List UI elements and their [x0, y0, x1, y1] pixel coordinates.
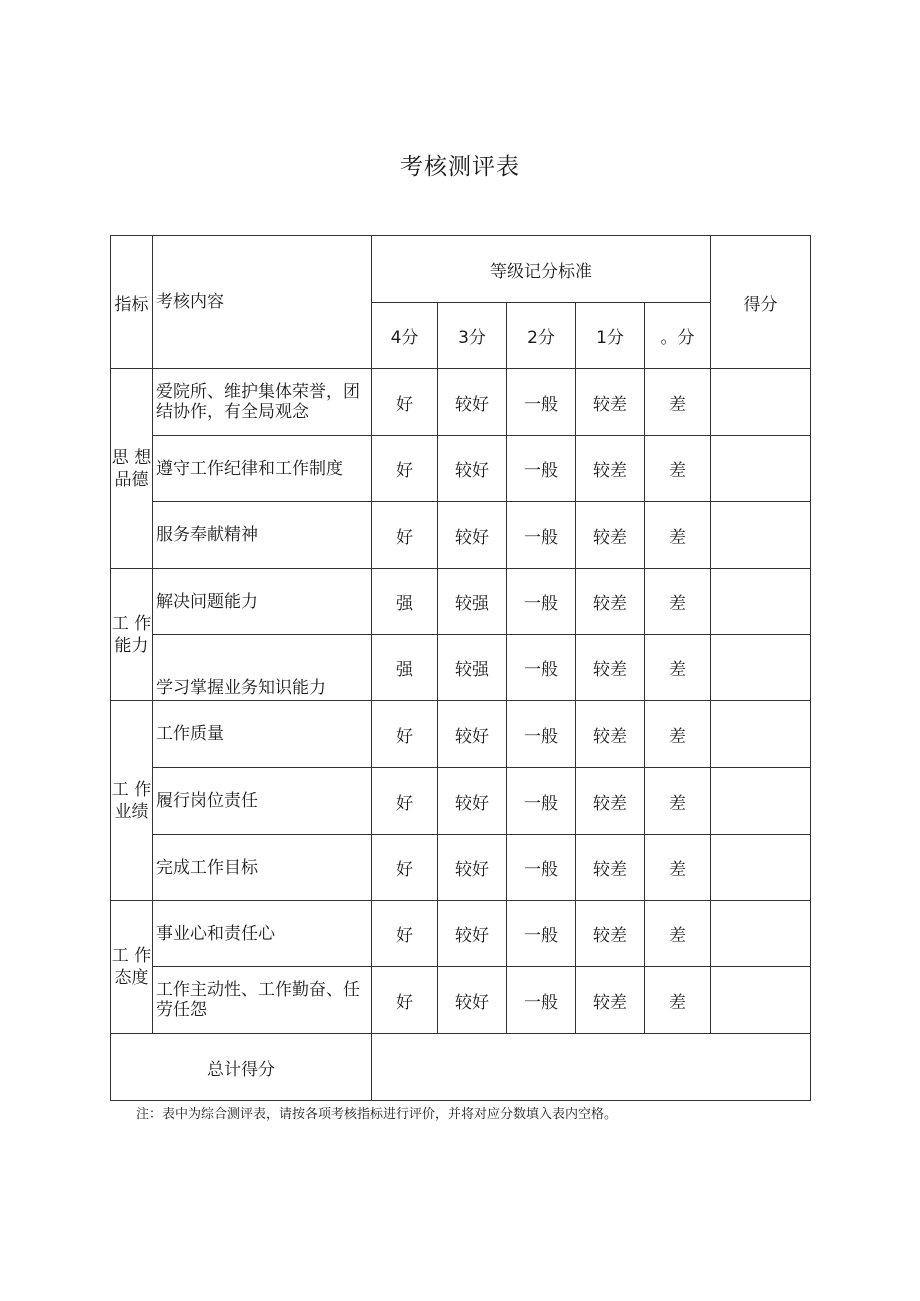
grade-cell: 差 — [645, 835, 711, 901]
table-row — [111, 967, 811, 1034]
table-row — [111, 901, 811, 967]
grade-cell: 好 — [372, 436, 438, 502]
table-row — [111, 701, 811, 768]
grade-cell: 较差 — [576, 901, 645, 967]
indicator-ability: 工 作 能力 — [111, 569, 153, 701]
indicator-attitude: 工 作 态度 — [111, 901, 153, 1034]
grade-cell: 较强 — [438, 569, 507, 635]
grade-cell: 好 — [372, 768, 438, 835]
table-row — [111, 768, 811, 835]
grade-cell: 一般 — [507, 901, 576, 967]
score-cell[interactable] — [711, 436, 811, 502]
level-3: 3分 — [438, 303, 507, 369]
grade-cell: 一般 — [507, 369, 576, 436]
footnote: 注：表中为综合测评表，请按各项考核指标进行评价，并将对应分数填入表内空格。 — [136, 1107, 618, 1122]
grade-cell: 较差 — [576, 701, 645, 768]
indicator-performance: 工 作 业绩 — [111, 701, 153, 901]
table-row — [111, 369, 811, 436]
grade-cell: 一般 — [507, 835, 576, 901]
content-cell: 服务奉献精神 — [153, 502, 372, 569]
score-cell[interactable] — [711, 569, 811, 635]
grade-cell: 一般 — [507, 569, 576, 635]
grade-cell: 较差 — [576, 635, 645, 701]
table-row — [111, 569, 811, 635]
grade-cell: 一般 — [507, 701, 576, 768]
score-cell[interactable] — [711, 967, 811, 1034]
score-cell[interactable] — [711, 635, 811, 701]
content-cell: 事业心和责任心 — [153, 901, 372, 967]
grade-cell: 好 — [372, 502, 438, 569]
grade-cell: 较好 — [438, 967, 507, 1034]
indicator-ideology: 思 想 品德 — [111, 369, 153, 569]
grade-cell: 差 — [645, 369, 711, 436]
grade-cell: 较好 — [438, 369, 507, 436]
score-cell[interactable] — [711, 701, 811, 768]
grade-cell: 好 — [372, 701, 438, 768]
score-cell[interactable] — [711, 901, 811, 967]
grade-cell: 差 — [645, 701, 711, 768]
level-2: 2分 — [507, 303, 576, 369]
content-cell: 工作质量 — [153, 701, 372, 768]
grade-cell: 较好 — [438, 835, 507, 901]
grade-cell: 差 — [645, 569, 711, 635]
page-title: 考核测评表 — [400, 154, 520, 180]
grade-cell: 差 — [645, 635, 711, 701]
content-cell: 爱院所、维护集体荣誉，团结协作，有全局观念 — [153, 369, 372, 436]
grade-cell: 强 — [372, 635, 438, 701]
grade-cell: 一般 — [507, 436, 576, 502]
grade-cell: 差 — [645, 436, 711, 502]
header-content: 考核内容 — [153, 236, 372, 369]
grade-cell: 较差 — [576, 369, 645, 436]
grade-cell: 较差 — [576, 569, 645, 635]
content-cell: 遵守工作纪律和工作制度 — [153, 436, 372, 502]
score-cell[interactable] — [711, 835, 811, 901]
grade-cell: 较好 — [438, 768, 507, 835]
score-cell[interactable] — [711, 369, 811, 436]
grade-cell: 好 — [372, 369, 438, 436]
score-cell[interactable] — [711, 768, 811, 835]
grade-cell: 较好 — [438, 701, 507, 768]
level-1: 1分 — [576, 303, 645, 369]
grade-cell: 较差 — [576, 835, 645, 901]
grade-cell: 差 — [645, 901, 711, 967]
grade-cell: 一般 — [507, 768, 576, 835]
grade-cell: 较强 — [438, 635, 507, 701]
grade-cell: 较差 — [576, 768, 645, 835]
grade-cell: 好 — [372, 901, 438, 967]
content-cell: 解决问题能力 — [153, 569, 372, 635]
content-cell: 完成工作目标 — [153, 835, 372, 901]
grade-cell: 较差 — [576, 436, 645, 502]
grade-cell: 强 — [372, 569, 438, 635]
total-row — [111, 1034, 811, 1101]
table-row — [111, 835, 811, 901]
grade-cell: 一般 — [507, 635, 576, 701]
total-label: 总计得分 — [111, 1034, 372, 1101]
evaluation-table — [110, 235, 811, 1101]
grade-cell: 较差 — [576, 967, 645, 1034]
grade-cell: 差 — [645, 502, 711, 569]
header-grade-standard: 等级记分标准 — [372, 236, 711, 303]
total-score-cell[interactable] — [372, 1034, 811, 1101]
level-0: 。分 — [645, 303, 711, 369]
grade-cell: 差 — [645, 768, 711, 835]
grade-cell: 好 — [372, 835, 438, 901]
header-indicator: 指标 — [111, 236, 153, 369]
level-4: 4分 — [372, 303, 438, 369]
header-score: 得分 — [711, 236, 811, 369]
grade-cell: 一般 — [507, 502, 576, 569]
grade-cell: 较好 — [438, 436, 507, 502]
grade-cell: 较好 — [438, 502, 507, 569]
grade-cell: 较差 — [576, 502, 645, 569]
table-row — [111, 502, 811, 569]
grade-cell: 一般 — [507, 967, 576, 1034]
grade-cell: 较好 — [438, 901, 507, 967]
content-cell: 工作主动性、工作勤奋、任劳任怨 — [153, 967, 372, 1034]
content-cell: 学习掌握业务知识能力 — [153, 635, 372, 701]
score-cell[interactable] — [711, 502, 811, 569]
table-row — [111, 436, 811, 502]
grade-cell: 好 — [372, 967, 438, 1034]
grade-cell: 差 — [645, 967, 711, 1034]
table-row — [111, 635, 811, 701]
content-cell: 履行岗位责任 — [153, 768, 372, 835]
